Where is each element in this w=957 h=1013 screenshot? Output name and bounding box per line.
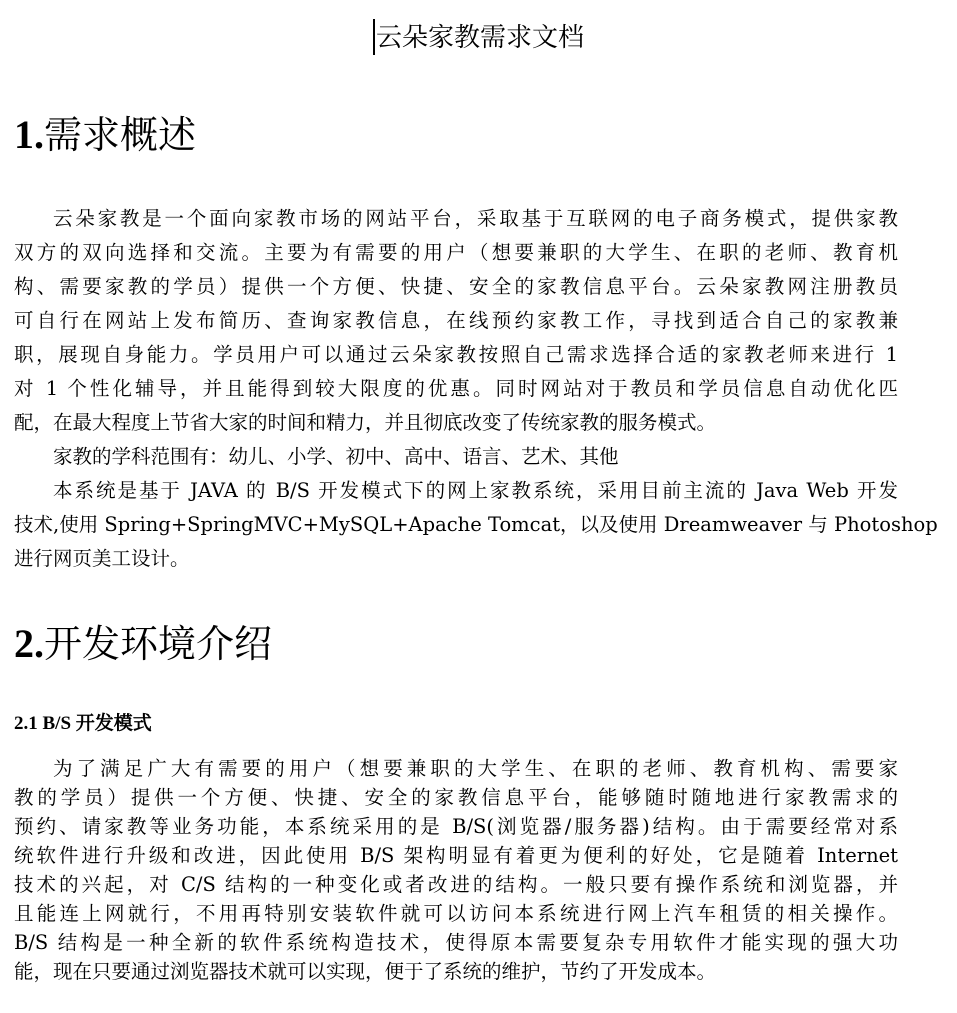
section-1-heading [14, 111, 196, 159]
paragraph-line: 能，现在只要通过浏览器技术就可以实现，便于了系统的维护，节约了开发成本。 [14, 960, 717, 983]
paragraph-line: 为了满足广大有需要的用户（想要兼职的大学生、在职的老师、教育机构、需要家 [53, 757, 898, 780]
paragraph-line: B/S 结构是一种全新的软件系统构造技术，使得原本需要复杂专用软件才能实现的强大功 [14, 931, 898, 954]
subject-range-line: 家教的学科范围有：幼儿、小学、初中、高中、语言、艺术、其他 [53, 445, 619, 468]
paragraph-line: 职，展现自身能力。学员用户可以通过云朵家教按照自己需求选择合适的家教老师来进行 1 [14, 343, 898, 366]
subsection-2-1-body [14, 754, 898, 986]
document-title[interactable]: 云朵家教需求文档 [375, 23, 584, 53]
paragraph-line: 进行网页美工设计。 [14, 547, 190, 570]
paragraph-line: 本系统是基于 JAVA 的 B/S 开发模式下的网上家教系统，采用目前主流的 Java Web 开发 [53, 479, 898, 502]
paragraph-line: 且能连上网就行，不用再特别安装软件就可以访问本系统进行网上汽车租赁的相关操作。 [14, 902, 898, 925]
section-2-number: 2. [14, 621, 44, 666]
paragraph-line: 技术的兴起，对 C/S 结构的一种变化或者改进的结构。一般只要有操作系统和浏览器，并 [14, 873, 898, 896]
subsection-2-1-heading: 2.1 B/S 开发模式 [14, 713, 152, 734]
section-1-title: 需求概述 [44, 113, 197, 157]
text-cursor [373, 19, 375, 55]
paragraph-line: 双方的双向选择和交流。主要为有需要的用户（想要兼职的大学生、在职的老师、教育机 [14, 241, 898, 264]
section-2-heading [14, 620, 272, 668]
paragraph-line: 技术,使用 Spring+SpringMVC+MySQL+Apache Tomcat，以及使用 Dreamweaver 与 Photoshop [14, 513, 938, 536]
section-2-title: 开发环境介绍 [44, 622, 273, 666]
paragraph-line: 可自行在网站上发布简历、查询家教信息，在线预约家教工作，寻找到适合自己的家教兼 [14, 309, 898, 332]
paragraph-line: 统软件进行升级和改进，因此使用 B/S 架构明显有着更为便利的好处，它是随着 Internet [14, 844, 898, 867]
section-1-number: 1. [14, 112, 44, 157]
paragraph-line: 教的学员）提供一个方便、快捷、安全的家教信息平台，能够随时随地进行家教需求的 [14, 786, 898, 809]
paragraph-line: 构、需要家教的学员）提供一个方便、快捷、安全的家教信息平台。云朵家教网注册教员 [14, 275, 898, 298]
paragraph-line: 云朵家教是一个面向家教市场的网站平台，采取基于互联网的电子商务模式，提供家教 [53, 207, 898, 230]
paragraph-line: 预约、请家教等业务功能，本系统采用的是 B/S(浏览器/服务器)结构。由于需要经常对系 [14, 815, 898, 838]
document-title-row [0, 18, 957, 58]
paragraph-line: 对 1 个性化辅导，并且能得到较大限度的优惠。同时网站对于教员和学员信息自动优化匹 [14, 377, 898, 400]
section-1-body [14, 202, 938, 576]
paragraph-line: 配，在最大程度上节省大家的时间和精力，并且彻底改变了传统家教的服务模式。 [14, 411, 717, 434]
